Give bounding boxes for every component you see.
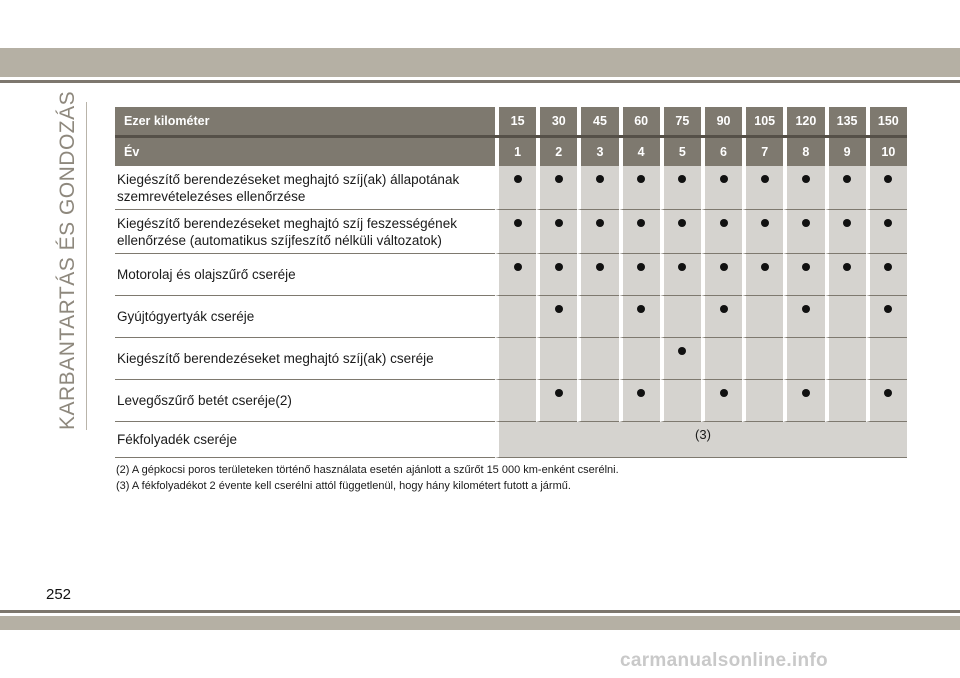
schedule-cell [495,296,536,338]
service-required-dot-icon [802,219,810,227]
service-required-dot-icon [514,175,522,183]
service-item-label: Kiegészítő berendezéseket meghajtó szíj(ak) cseréje [115,338,495,380]
schedule-row [115,254,907,296]
header-km-row [115,107,907,135]
schedule-cell [495,380,536,422]
schedule-cell [783,254,824,296]
service-required-dot-icon [637,389,645,397]
schedule-row [115,296,907,338]
schedule-cell [783,166,824,210]
schedule-row [115,210,907,254]
watermark: carmanualsonline.info [620,650,828,671]
year-header-cell: 2 [536,138,577,166]
service-required-dot-icon [555,263,563,271]
schedule-body [115,166,907,458]
schedule-cell [783,338,824,380]
schedule-cell [701,380,742,422]
km-header-cell: 135 [825,107,866,135]
schedule-cell [783,210,824,254]
schedule-cell [742,210,783,254]
km-header-cell: 45 [577,107,618,135]
schedule-cell [660,338,701,380]
schedule-cell [701,254,742,296]
service-required-dot-icon [637,219,645,227]
service-required-dot-icon [678,175,686,183]
schedule-cell [783,380,824,422]
header-year-label: Év [115,138,495,166]
schedule-cell [866,338,907,380]
schedule-cell [660,210,701,254]
page-number: 252 [46,586,72,603]
side-rule [86,102,87,430]
km-header-cell: 120 [783,107,824,135]
maintenance-schedule-table [115,107,907,458]
service-item-label: Gyújtógyertyák cseréje [115,296,495,338]
schedule-cell [742,338,783,380]
schedule-cell [577,338,618,380]
service-required-dot-icon [720,219,728,227]
year-header-cell: 9 [825,138,866,166]
service-required-dot-icon [802,175,810,183]
year-header-cell: 4 [619,138,660,166]
schedule-cell [619,296,660,338]
service-required-dot-icon [843,263,851,271]
header-year-row [115,138,907,166]
service-required-dot-icon [596,175,604,183]
schedule-cell [742,380,783,422]
year-header-cell: 1 [495,138,536,166]
footnotes [116,462,619,494]
schedule-row [115,338,907,380]
service-required-dot-icon [884,219,892,227]
schedule-cell [495,166,536,210]
km-header-cell: 90 [701,107,742,135]
schedule-cell [660,380,701,422]
schedule-cell [866,296,907,338]
service-required-dot-icon [678,347,686,355]
schedule-row [115,380,907,422]
schedule-cell [825,380,866,422]
service-required-dot-icon [843,219,851,227]
top-decor-line [0,80,960,83]
service-required-dot-icon [637,175,645,183]
schedule-cell [536,210,577,254]
bottom-decor-line [0,610,960,613]
schedule-cell [866,254,907,296]
section-title-vertical: KARBANTARTÁS ÉS GONDOZÁS [56,90,79,430]
schedule-cell [577,296,618,338]
schedule-cell [495,338,536,380]
year-header-cell: 5 [660,138,701,166]
schedule-cell [536,254,577,296]
service-required-dot-icon [596,219,604,227]
service-required-dot-icon [678,263,686,271]
schedule-cell [619,380,660,422]
schedule-cell [619,166,660,210]
service-required-dot-icon [596,263,604,271]
schedule-cell [701,296,742,338]
schedule-cell [536,296,577,338]
schedule-cell [742,296,783,338]
schedule-cell [536,380,577,422]
service-item-label: Fékfolyadék cseréje [115,422,495,458]
km-header-cell: 60 [619,107,660,135]
service-required-dot-icon [637,305,645,313]
schedule-cell [577,380,618,422]
year-header-cell: 8 [783,138,824,166]
schedule-cell [866,210,907,254]
km-header-cell: 15 [495,107,536,135]
service-required-dot-icon [637,263,645,271]
service-required-dot-icon [802,263,810,271]
km-header-cell: 75 [660,107,701,135]
schedule-cell [866,380,907,422]
service-required-dot-icon [802,389,810,397]
header-km-label: Ezer kilométer [115,107,495,135]
schedule-cell [577,166,618,210]
service-required-dot-icon [678,219,686,227]
service-required-dot-icon [555,175,563,183]
service-required-dot-icon [720,389,728,397]
bottom-decor-band [0,616,960,630]
service-required-dot-icon [884,305,892,313]
schedule-cell [742,166,783,210]
km-header-cell: 150 [866,107,907,135]
schedule-row [115,422,907,458]
service-item-label: Motorolaj és olajszűrő cseréje [115,254,495,296]
service-required-dot-icon [514,263,522,271]
schedule-row [115,166,907,210]
schedule-cell [619,254,660,296]
top-decor-band [0,48,960,77]
schedule-cell [660,296,701,338]
service-required-dot-icon [761,175,769,183]
service-required-dot-icon [884,175,892,183]
schedule-cell [701,338,742,380]
schedule-cell [825,296,866,338]
service-required-dot-icon [761,219,769,227]
schedule-cell [742,254,783,296]
service-required-dot-icon [884,389,892,397]
service-required-dot-icon [555,389,563,397]
schedule-cell [825,166,866,210]
footnote-2: (2) A gépkocsi poros területeken történő használata esetén ajánlott a szűrőt 15 000 km-enként cserélni. [116,464,619,476]
schedule-cell [619,338,660,380]
schedule-cell [660,166,701,210]
service-required-dot-icon [761,263,769,271]
schedule-cell [701,166,742,210]
service-required-dot-icon [720,175,728,183]
service-item-label: Levegőszűrő betét cseréje(2) [115,380,495,422]
schedule-cell [825,338,866,380]
service-required-dot-icon [720,263,728,271]
year-header-cell: 10 [866,138,907,166]
schedule-cell [495,254,536,296]
service-required-dot-icon [884,263,892,271]
schedule-cell [577,210,618,254]
schedule-cell [495,210,536,254]
schedule-cell [866,166,907,210]
km-header-cell: 105 [742,107,783,135]
service-item-label: Kiegészítő berendezéseket meghajtó szíj feszességének ellenőrzése (automatikus szíjfeszítő nélküli változatok) [115,210,495,254]
service-required-dot-icon [555,305,563,313]
service-required-dot-icon [802,305,810,313]
schedule-cell [825,254,866,296]
schedule-cell [577,254,618,296]
schedule-cell [701,210,742,254]
service-item-label: Kiegészítő berendezéseket meghajtó szíj(ak) állapotának szemrevételezéses ellenőrzése [115,166,495,210]
service-required-dot-icon [555,219,563,227]
schedule-cell [536,166,577,210]
span-note-cell: (3) [495,422,907,458]
service-required-dot-icon [514,219,522,227]
footnote-3: (3) A fékfolyadékot 2 évente kell cserélni attól függetlenül, hogy hány kilométert futott a jármű. [116,480,571,492]
service-required-dot-icon [843,175,851,183]
schedule-cell [783,296,824,338]
schedule-cell [536,338,577,380]
service-required-dot-icon [720,305,728,313]
schedule-cell [619,210,660,254]
schedule-cell [825,210,866,254]
km-header-cell: 30 [536,107,577,135]
year-header-cell: 7 [742,138,783,166]
year-header-cell: 3 [577,138,618,166]
schedule-cell [660,254,701,296]
year-header-cell: 6 [701,138,742,166]
